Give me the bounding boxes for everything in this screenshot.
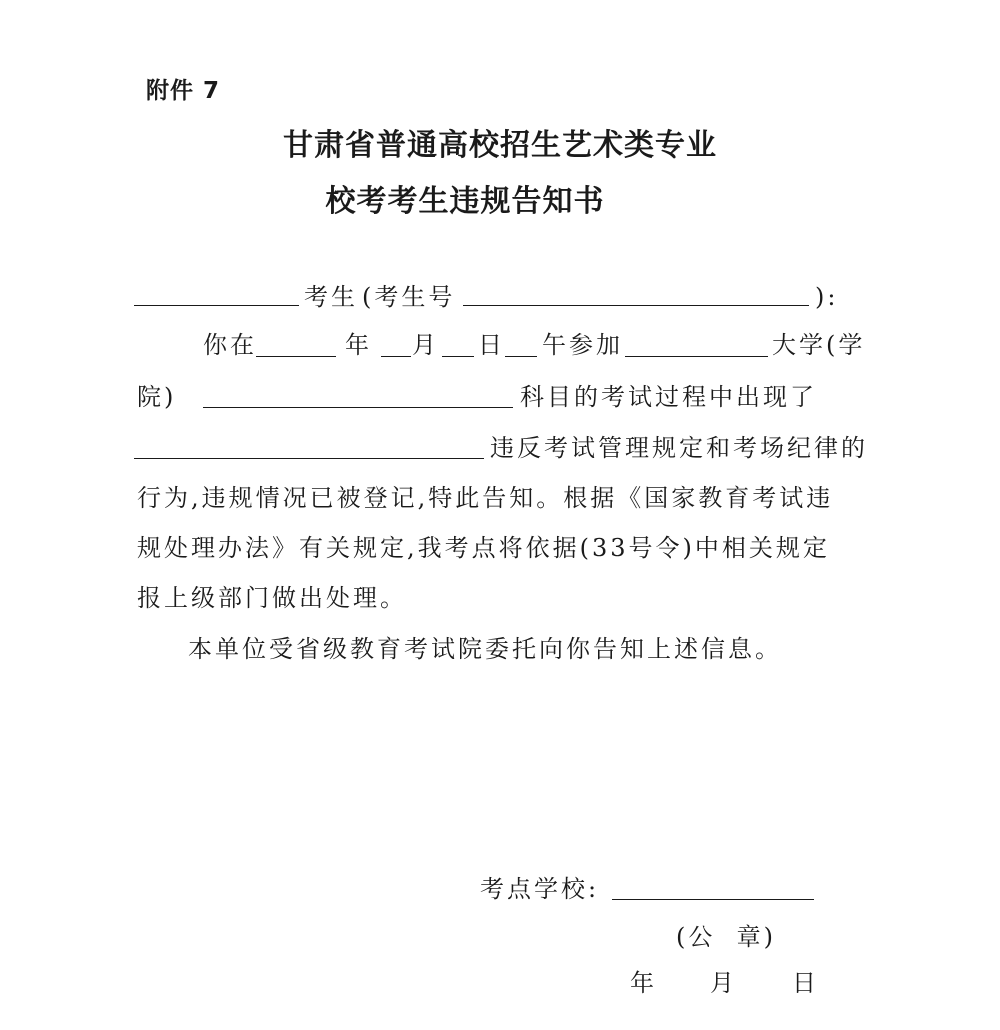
- sign-year-label: 年: [630, 969, 657, 997]
- body-paragraph-2: 本单位受省级教育考试院委托向你告知上述信息。: [188, 635, 782, 663]
- exam-school-blank[interactable]: [612, 899, 814, 900]
- sign-month-label: 月: [710, 969, 737, 997]
- violation-blank[interactable]: [134, 458, 484, 459]
- college-subject-blank[interactable]: [203, 407, 513, 408]
- sign-day-label: 日: [792, 969, 819, 997]
- day-blank[interactable]: [442, 356, 474, 357]
- exam-number-label: (考生号: [362, 283, 456, 311]
- salutation-close: ):: [815, 283, 839, 311]
- month-label: 月: [412, 331, 439, 359]
- noon-label: 午参加: [542, 331, 623, 359]
- month-blank[interactable]: [381, 356, 411, 357]
- body-line-5: 规处理办法》有关规定,我考点将依据(33号令)中相关规定: [137, 534, 830, 562]
- noon-blank[interactable]: [505, 356, 537, 357]
- attachment-label: 附件 7: [146, 78, 221, 104]
- violation-label: 违反考试管理规定和考场纪律的: [490, 434, 868, 462]
- document-title-line1: 甘肃省普通高校招生艺术类专业: [283, 128, 717, 163]
- body-line-4: 行为,违规情况已被登记,特此告知。根据《国家教育考试违: [137, 484, 834, 512]
- university-blank[interactable]: [625, 356, 768, 357]
- college-label: 院): [137, 383, 177, 411]
- body-line-6: 报上级部门做出处理。: [137, 584, 407, 612]
- university-label: 大学(学: [772, 331, 866, 359]
- official-seal-label: (公 章): [676, 923, 776, 951]
- student-name-blank[interactable]: [134, 305, 299, 306]
- body-you-attended: 你在: [203, 331, 257, 359]
- document-title-line2: 校考考生违规告知书: [325, 184, 605, 219]
- year-label: 年: [345, 331, 372, 359]
- subject-label: 科目的考试过程中出现了: [520, 383, 817, 411]
- student-label: 考生: [304, 283, 358, 311]
- exam-school-label: 考点学校:: [480, 875, 600, 903]
- exam-number-blank[interactable]: [463, 305, 809, 306]
- year-blank[interactable]: [256, 356, 336, 357]
- day-label: 日: [478, 331, 505, 359]
